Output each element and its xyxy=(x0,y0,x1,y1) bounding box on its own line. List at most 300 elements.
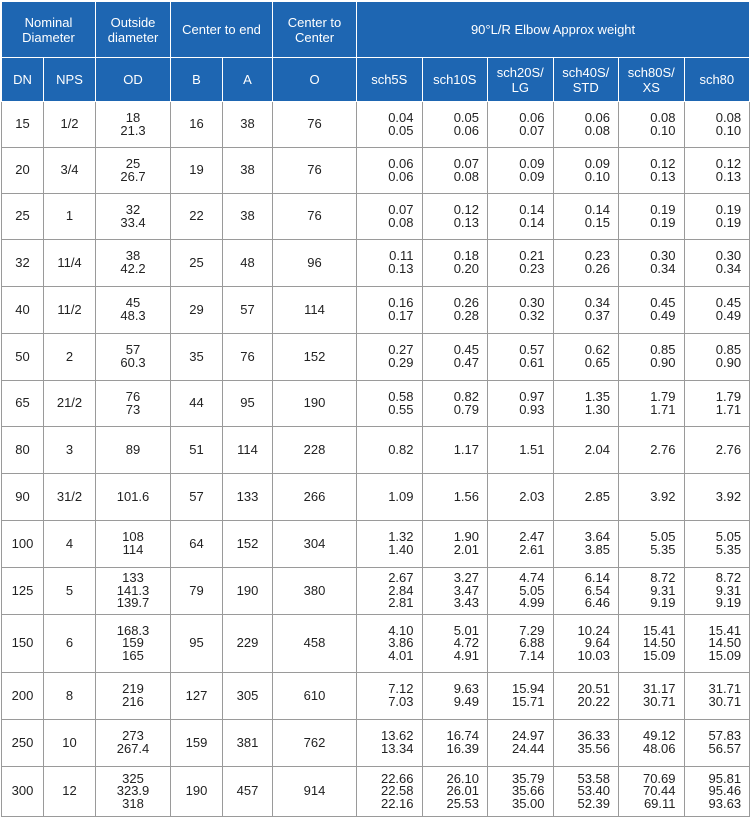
cell-sch20s-value: 7.14 xyxy=(519,647,545,663)
cell-sch10s-value: 9.49 xyxy=(453,694,480,709)
cell-sch10s-value: 0.26 xyxy=(453,295,480,311)
cell-sch80s-value: 3.92 xyxy=(650,488,676,504)
cell-sch10s xyxy=(422,568,488,615)
cell-sch80s-value: 0.19 xyxy=(650,201,676,217)
cell-sch40s xyxy=(553,240,619,287)
cell-dn: 50 xyxy=(2,334,44,381)
cell-sch20s-value: 0.14 xyxy=(519,214,545,230)
cell-sch80s-value: 49.12 xyxy=(642,728,676,744)
cell-sch5s-value: 0.16 xyxy=(388,295,414,311)
cell-sch80 xyxy=(684,474,750,521)
cell-sch10s-value: 26.10 xyxy=(446,770,480,786)
cell-sch5s-value: 0.27 xyxy=(388,342,414,358)
cell-sch5s xyxy=(357,767,423,817)
cell-sch80s xyxy=(619,287,685,334)
cell-o: 228 xyxy=(273,427,357,474)
cell-sch5s-value: 0.29 xyxy=(388,355,414,370)
header-center-to-center: Center to Center xyxy=(273,2,357,58)
cell-sch20s-value: 35.00 xyxy=(511,795,545,811)
cell-od-value: 89 xyxy=(125,441,141,457)
cell-sch20s-value: 2.61 xyxy=(519,542,545,557)
cell-sch20s xyxy=(488,148,554,194)
table-row xyxy=(2,102,750,148)
cell-sch80s-value: 0.85 xyxy=(650,342,676,358)
cell-a: 95 xyxy=(223,381,273,427)
cell-sch80-value: 2.76 xyxy=(715,441,742,457)
cell-sch5s-value: 0.06 xyxy=(388,155,414,171)
cell-sch5s-value: 0.08 xyxy=(388,214,414,230)
cell-sch5s-value: 0.17 xyxy=(388,308,414,323)
cell-sch10s xyxy=(422,240,488,287)
cell-nps: 1 xyxy=(44,194,96,240)
cell-sch5s-value: 4.10 xyxy=(388,622,414,638)
cell-od xyxy=(96,474,171,521)
cell-sch80-value: 0.45 xyxy=(715,295,742,311)
table-row xyxy=(2,381,750,427)
cell-o: 152 xyxy=(273,334,357,381)
cell-sch40s-value: 0.62 xyxy=(584,342,611,358)
cell-dn: 15 xyxy=(2,102,44,148)
cell-sch80s-value: 70.69 xyxy=(642,770,676,786)
cell-sch80s-value: 0.90 xyxy=(650,355,676,370)
cell-sch40s-value: 0.06 xyxy=(584,109,611,125)
cell-sch40s-value: 0.09 xyxy=(584,155,611,171)
cell-sch10s xyxy=(422,148,488,194)
cell-od-value: 45 xyxy=(125,295,141,311)
table-row xyxy=(2,568,750,615)
cell-sch20s-value: 4.99 xyxy=(519,595,545,611)
cell-sch10s-value: 1.90 xyxy=(453,529,480,545)
cell-sch40s-value: 6.46 xyxy=(584,595,611,611)
cell-sch20s-value: 0.57 xyxy=(519,342,545,358)
cell-sch80s-value: 2.76 xyxy=(650,441,676,457)
cell-sch10s xyxy=(422,521,488,568)
cell-sch20s-value: 0.14 xyxy=(519,201,545,217)
cell-od xyxy=(96,102,171,148)
cell-sch80-value: 95.46 xyxy=(708,783,742,799)
header-center-to-end: Center to end xyxy=(171,2,273,58)
cell-sch40s-value: 0.08 xyxy=(584,122,611,138)
cell-sch5s-value: 0.05 xyxy=(388,122,414,138)
cell-sch20s xyxy=(488,767,554,817)
cell-o: 762 xyxy=(273,720,357,767)
cell-sch20s-value: 1.51 xyxy=(519,441,545,457)
cell-od xyxy=(96,287,171,334)
cell-sch5s-value: 2.84 xyxy=(388,582,414,598)
cell-sch40s-value: 0.10 xyxy=(584,168,611,184)
cell-sch40s-value: 9.64 xyxy=(584,635,611,651)
cell-sch20s-value: 35.66 xyxy=(511,783,545,799)
cell-b: 127 xyxy=(171,673,223,720)
cell-sch40s-value: 2.85 xyxy=(584,488,611,504)
cell-sch80-value: 0.19 xyxy=(715,201,742,217)
header-sch20s-lg: sch20S/ LG xyxy=(488,58,554,102)
cell-sch10s-value: 0.20 xyxy=(453,261,480,276)
cell-a: 76 xyxy=(223,334,273,381)
cell-b: 29 xyxy=(171,287,223,334)
header-row-top xyxy=(2,2,750,58)
cell-sch10s-value: 3.43 xyxy=(453,595,480,611)
cell-dn: 65 xyxy=(2,381,44,427)
cell-sch10s xyxy=(422,381,488,427)
cell-o: 380 xyxy=(273,568,357,615)
cell-sch80s xyxy=(619,673,685,720)
cell-sch20s-value: 15.71 xyxy=(511,694,545,709)
cell-sch20s xyxy=(488,615,554,673)
cell-od-value: 76 xyxy=(125,388,141,404)
cell-sch40s-value: 0.37 xyxy=(584,308,611,323)
cell-sch40s-value: 0.65 xyxy=(584,355,611,370)
cell-dn: 150 xyxy=(2,615,44,673)
cell-sch40s-value: 2.04 xyxy=(584,441,611,457)
cell-sch5s xyxy=(357,381,423,427)
header-nominal-diameter: Nominal Diameter xyxy=(2,2,96,58)
cell-sch80-value: 57.83 xyxy=(708,728,742,744)
cell-od xyxy=(96,427,171,474)
cell-nps: 5 xyxy=(44,568,96,615)
cell-sch80-value: 30.71 xyxy=(708,694,742,709)
cell-sch10s-value: 0.13 xyxy=(453,214,480,230)
cell-sch80 xyxy=(684,615,750,673)
cell-a: 381 xyxy=(223,720,273,767)
cell-od-value: 18 xyxy=(125,109,141,125)
cell-nps: 6 xyxy=(44,615,96,673)
cell-od xyxy=(96,240,171,287)
cell-sch20s xyxy=(488,194,554,240)
cell-sch20s-value: 0.32 xyxy=(519,308,545,323)
table-row xyxy=(2,767,750,817)
cell-sch20s xyxy=(488,568,554,615)
cell-sch80s xyxy=(619,194,685,240)
cell-sch80s xyxy=(619,381,685,427)
cell-sch40s xyxy=(553,334,619,381)
cell-sch80s-value: 9.19 xyxy=(650,595,676,611)
cell-sch80-value: 5.05 xyxy=(715,529,742,545)
cell-sch10s-value: 16.39 xyxy=(446,741,480,756)
cell-sch80 xyxy=(684,720,750,767)
cell-od-value: 318 xyxy=(122,795,144,811)
cell-sch80-value: 93.63 xyxy=(708,795,742,811)
cell-sch10s xyxy=(422,427,488,474)
cell-sch80s-value: 5.05 xyxy=(650,529,676,545)
table-row xyxy=(2,194,750,240)
header-o: O xyxy=(273,58,357,102)
cell-sch80-value: 0.34 xyxy=(715,261,742,276)
cell-a: 48 xyxy=(223,240,273,287)
cell-sch80-value: 0.13 xyxy=(715,168,742,184)
cell-sch20s xyxy=(488,287,554,334)
cell-od-value: 32 xyxy=(125,201,141,217)
header-row-sub xyxy=(2,58,750,102)
cell-sch80s xyxy=(619,148,685,194)
cell-o: 266 xyxy=(273,474,357,521)
cell-sch80-value: 0.90 xyxy=(715,355,742,370)
cell-sch40s xyxy=(553,474,619,521)
cell-od-value: 273 xyxy=(122,728,144,744)
cell-od-value: 48.3 xyxy=(120,308,146,323)
cell-od-value: 73 xyxy=(125,401,141,417)
cell-sch10s-value: 1.56 xyxy=(453,488,480,504)
cell-od xyxy=(96,673,171,720)
cell-b: 16 xyxy=(171,102,223,148)
cell-sch80s-value: 0.10 xyxy=(650,122,676,138)
cell-sch5s xyxy=(357,474,423,521)
cell-od-value: 60.3 xyxy=(120,355,146,370)
cell-sch5s xyxy=(357,194,423,240)
cell-sch5s-value: 1.32 xyxy=(388,529,414,545)
cell-sch40s-value: 6.54 xyxy=(584,582,611,598)
cell-sch10s-value: 3.27 xyxy=(453,570,480,586)
table-row xyxy=(2,474,750,521)
cell-o: 610 xyxy=(273,673,357,720)
cell-sch80-value: 0.49 xyxy=(715,308,742,323)
cell-sch5s-value: 0.07 xyxy=(388,201,414,217)
cell-sch5s-value: 13.62 xyxy=(380,728,414,744)
cell-sch80s xyxy=(619,767,685,817)
cell-o: 76 xyxy=(273,148,357,194)
cell-sch80 xyxy=(684,194,750,240)
cell-od-value: 141.3 xyxy=(116,582,150,598)
cell-sch80-value: 14.50 xyxy=(708,635,742,651)
cell-sch40s xyxy=(553,615,619,673)
cell-od xyxy=(96,334,171,381)
cell-sch5s-value: 4.01 xyxy=(388,647,414,663)
cell-sch10s-value: 0.47 xyxy=(453,355,480,370)
cell-od-value: 21.3 xyxy=(120,122,146,138)
cell-sch10s-value: 0.79 xyxy=(453,401,480,417)
header-od: OD xyxy=(96,58,171,102)
cell-sch40s xyxy=(553,767,619,817)
cell-od xyxy=(96,521,171,568)
cell-sch20s-value: 0.21 xyxy=(519,248,545,264)
cell-sch10s xyxy=(422,334,488,381)
cell-sch5s-value: 0.13 xyxy=(388,261,414,276)
cell-sch20s-value: 0.09 xyxy=(519,168,545,184)
cell-sch5s xyxy=(357,615,423,673)
cell-sch40s xyxy=(553,521,619,568)
cell-sch5s-value: 0.11 xyxy=(389,248,414,264)
cell-sch5s xyxy=(357,148,423,194)
cell-b: 159 xyxy=(171,720,223,767)
cell-sch80-value: 9.19 xyxy=(715,595,742,611)
cell-b: 19 xyxy=(171,148,223,194)
cell-sch10s-value: 5.01 xyxy=(453,622,480,638)
cell-od-value: 219 xyxy=(122,681,144,697)
cell-sch80-value: 0.10 xyxy=(715,122,742,138)
cell-od xyxy=(96,615,171,673)
cell-dn: 200 xyxy=(2,673,44,720)
cell-dn: 20 xyxy=(2,148,44,194)
cell-sch20s-value: 0.09 xyxy=(519,155,545,171)
cell-sch40s-value: 3.64 xyxy=(584,529,611,545)
cell-sch80 xyxy=(684,334,750,381)
cell-dn: 80 xyxy=(2,427,44,474)
cell-sch20s xyxy=(488,720,554,767)
cell-sch80s-value: 1.79 xyxy=(650,388,676,404)
cell-od-value: 216 xyxy=(122,694,144,709)
cell-b: 64 xyxy=(171,521,223,568)
cell-sch80s xyxy=(619,240,685,287)
cell-sch80 xyxy=(684,568,750,615)
cell-sch10s-value: 0.07 xyxy=(453,155,480,171)
cell-sch10s xyxy=(422,720,488,767)
cell-nps: 8 xyxy=(44,673,96,720)
cell-sch20s xyxy=(488,673,554,720)
header-sch10s: sch10S xyxy=(422,58,488,102)
cell-sch10s xyxy=(422,767,488,817)
header-sch40s-std: sch40S/ STD xyxy=(553,58,619,102)
cell-sch20s xyxy=(488,474,554,521)
cell-nps: 1/2 xyxy=(44,102,96,148)
header-dn: DN xyxy=(2,58,44,102)
cell-sch40s xyxy=(553,194,619,240)
cell-sch80s-value: 15.41 xyxy=(642,622,676,638)
cell-sch10s xyxy=(422,194,488,240)
header-outside-diameter: Outside diameter xyxy=(96,2,171,58)
cell-sch5s xyxy=(357,673,423,720)
cell-sch10s-value: 0.45 xyxy=(453,342,480,358)
cell-sch10s-value: 16.74 xyxy=(446,728,480,744)
cell-sch80s-value: 69.11 xyxy=(643,795,676,811)
cell-sch80-value: 9.31 xyxy=(715,582,742,598)
cell-sch20s-value: 2.47 xyxy=(519,529,545,545)
cell-sch20s-value: 5.05 xyxy=(519,582,545,598)
cell-od-value: 114 xyxy=(122,542,144,557)
header-sch5s: sch5S xyxy=(357,58,423,102)
cell-sch80-value: 0.19 xyxy=(715,214,742,230)
cell-sch80s-value: 30.71 xyxy=(642,694,676,709)
cell-sch20s-value: 4.74 xyxy=(519,570,545,586)
cell-a: 114 xyxy=(223,427,273,474)
cell-nps: 3 xyxy=(44,427,96,474)
cell-dn: 40 xyxy=(2,287,44,334)
cell-sch10s-value: 1.17 xyxy=(453,441,480,457)
cell-od xyxy=(96,194,171,240)
header-elbow-weight: 90°L/R Elbow Approx weight xyxy=(357,2,750,58)
cell-o: 304 xyxy=(273,521,357,568)
cell-sch80-value: 15.41 xyxy=(708,622,742,638)
cell-sch20s-value: 24.44 xyxy=(511,741,545,756)
cell-sch80s-value: 0.08 xyxy=(650,109,676,125)
cell-sch10s-value: 0.82 xyxy=(453,388,480,404)
cell-a: 38 xyxy=(223,194,273,240)
cell-sch80s-value: 15.09 xyxy=(642,647,676,663)
cell-sch10s-value: 4.91 xyxy=(453,647,480,663)
cell-nps: 4 xyxy=(44,521,96,568)
cell-sch20s-value: 24.97 xyxy=(511,728,545,744)
cell-sch20s-value: 0.61 xyxy=(519,355,545,370)
cell-od-value: 133 xyxy=(122,570,144,586)
cell-sch20s-value: 35.79 xyxy=(511,770,545,786)
cell-b: 190 xyxy=(171,767,223,817)
cell-sch80s-value: 31.17 xyxy=(642,681,676,697)
cell-sch20s-value: 0.07 xyxy=(519,122,545,138)
cell-sch40s xyxy=(553,673,619,720)
cell-dn: 300 xyxy=(2,767,44,817)
cell-sch5s xyxy=(357,102,423,148)
cell-sch20s-value: 15.94 xyxy=(511,681,545,697)
cell-od-value: 267.4 xyxy=(116,741,150,756)
cell-sch5s-value: 22.58 xyxy=(380,783,414,799)
cell-sch40s-value: 6.14 xyxy=(584,570,611,586)
cell-sch40s-value: 0.15 xyxy=(584,214,611,230)
cell-sch5s-value: 0.04 xyxy=(388,109,414,125)
cell-od-value: 139.7 xyxy=(116,595,150,611)
cell-sch10s-value: 0.18 xyxy=(453,248,480,264)
cell-sch80s-value: 0.49 xyxy=(650,308,676,323)
cell-b: 22 xyxy=(171,194,223,240)
cell-sch5s xyxy=(357,568,423,615)
cell-nps: 11/4 xyxy=(44,240,96,287)
cell-sch80s-value: 5.35 xyxy=(650,542,676,557)
cell-b: 79 xyxy=(171,568,223,615)
cell-a: 190 xyxy=(223,568,273,615)
cell-sch5s xyxy=(357,720,423,767)
cell-od xyxy=(96,381,171,427)
cell-sch10s-value: 0.28 xyxy=(453,308,480,323)
cell-sch80-value: 0.08 xyxy=(715,109,742,125)
cell-sch10s xyxy=(422,474,488,521)
cell-sch20s xyxy=(488,102,554,148)
cell-sch80s-value: 0.34 xyxy=(650,261,676,276)
cell-sch80 xyxy=(684,240,750,287)
cell-o: 458 xyxy=(273,615,357,673)
cell-sch20s-value: 6.88 xyxy=(519,635,545,651)
header-sch80s-xs: sch80S/ XS xyxy=(619,58,685,102)
cell-sch5s xyxy=(357,240,423,287)
header-sch80: sch80 xyxy=(684,58,750,102)
table-row xyxy=(2,287,750,334)
cell-sch5s xyxy=(357,334,423,381)
elbow-weight-table xyxy=(1,1,750,817)
header-b: B xyxy=(171,58,223,102)
table-row xyxy=(2,334,750,381)
cell-sch80s-value: 70.44 xyxy=(642,783,676,799)
cell-sch80 xyxy=(684,287,750,334)
cell-sch80s-value: 1.71 xyxy=(650,401,676,417)
cell-sch80s xyxy=(619,720,685,767)
cell-sch40s-value: 53.40 xyxy=(577,783,611,799)
cell-sch40s xyxy=(553,427,619,474)
cell-sch20s-value: 0.06 xyxy=(519,109,545,125)
cell-od-value: 25 xyxy=(125,155,141,171)
cell-sch80s-value: 0.13 xyxy=(650,168,676,184)
cell-sch80-value: 56.57 xyxy=(708,741,742,756)
cell-od-value: 101.6 xyxy=(116,488,150,504)
cell-sch40s-value: 20.51 xyxy=(577,681,611,697)
table-row xyxy=(2,615,750,673)
cell-sch5s-value: 22.16 xyxy=(380,795,414,811)
cell-nps: 21/2 xyxy=(44,381,96,427)
cell-sch80 xyxy=(684,381,750,427)
cell-od-value: 108 xyxy=(122,529,144,545)
cell-sch10s-value: 25.53 xyxy=(446,795,480,811)
cell-sch80-value: 95.81 xyxy=(708,770,742,786)
cell-sch40s-value: 0.34 xyxy=(584,295,611,311)
cell-sch10s xyxy=(422,673,488,720)
cell-sch20s-value: 7.29 xyxy=(519,622,545,638)
cell-b: 95 xyxy=(171,615,223,673)
cell-sch5s-value: 2.81 xyxy=(388,595,414,611)
cell-od-value: 168.3 xyxy=(116,622,150,638)
cell-dn: 25 xyxy=(2,194,44,240)
cell-sch80-value: 1.79 xyxy=(715,388,742,404)
cell-od xyxy=(96,568,171,615)
cell-sch40s-value: 52.39 xyxy=(577,795,611,811)
cell-sch80-value: 5.35 xyxy=(715,542,742,557)
cell-sch80s-value: 14.50 xyxy=(642,635,676,651)
cell-sch10s-value: 4.72 xyxy=(453,635,480,651)
